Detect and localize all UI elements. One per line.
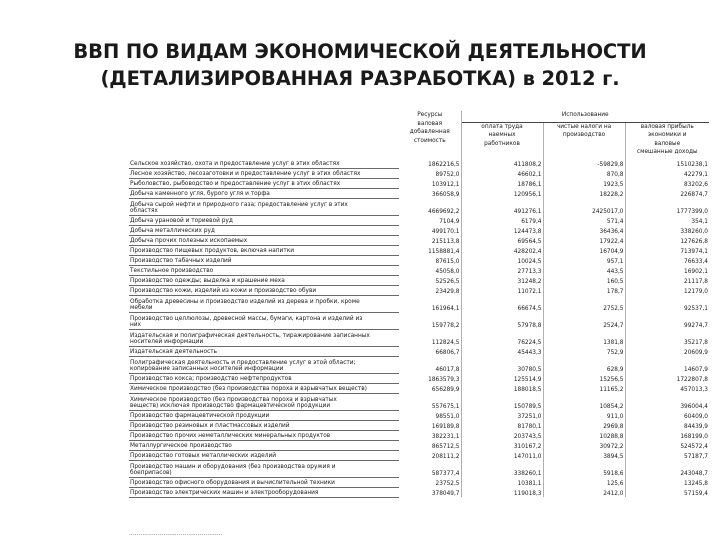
cell-profit: 92537,1: [684, 305, 708, 312]
cell-profit: 524572,4: [680, 443, 708, 450]
row-label-line: Металлургическое производство: [130, 443, 232, 450]
row-label-line: Издательская и полиграфическая деятельность, тиражирование записанных: [130, 332, 370, 339]
cell-gva: 382231,1: [399, 430, 461, 440]
cell-wages: 76224,5: [461, 329, 543, 346]
cell-gva: 208111,2: [399, 450, 461, 460]
row-label: [129, 235, 399, 245]
cell-gva: 98551,0: [399, 410, 461, 420]
row-label: [129, 159, 399, 169]
cell-taxes: 1381,8: [543, 329, 625, 346]
cell-profit: 713974,1: [680, 248, 708, 255]
header-wages: оплата труда наемных работников: [461, 122, 543, 159]
row-label-line: Производство электрических машин и электрооборудования: [130, 490, 319, 497]
row-label: [129, 245, 399, 255]
row-label-line: Производство фармацевтической продукции: [130, 413, 270, 420]
header-gva: Ресурсы валовая добавленная стоимость: [399, 111, 461, 159]
cell-gva: 557675,1: [399, 393, 461, 410]
cell-gva: 1863579,3: [399, 373, 461, 383]
row-label: [129, 285, 399, 295]
cell-taxes: 2969,8: [543, 420, 625, 430]
cell-profit: 1777399,0: [676, 208, 708, 215]
cell-gva: 587377,4: [399, 460, 461, 477]
table-row: [129, 285, 709, 295]
row-label-line: Производство пищевых продуктов, включая напитки: [130, 248, 294, 255]
row-label-line: Производство целлюлозы, древесной массы, бумаги, картона и изделий из: [130, 315, 363, 322]
cell-taxes: 36436,4: [543, 225, 625, 235]
cell-gva: 89752,0: [399, 168, 461, 178]
cell-taxes: 15256,5: [543, 373, 625, 383]
table-row: [129, 159, 709, 169]
cell-taxes: 5918,6: [543, 460, 625, 477]
cell-profit: 168199,0: [680, 433, 708, 440]
cell-taxes: 911,0: [543, 410, 625, 420]
cell-taxes: 2425017,0: [543, 198, 625, 215]
cell-taxes: 2752,5: [543, 295, 625, 312]
cell-profit: 127626,8: [680, 238, 708, 245]
row-label-line: Добыча каменного угля, бурого угля и торфа: [130, 191, 270, 198]
page-title: [0, 38, 720, 92]
row-label: [129, 450, 399, 460]
cell-wages: 203743,5: [461, 430, 543, 440]
cell-profit: 396004,4: [680, 403, 708, 410]
cell-profit: 20609,9: [684, 349, 708, 356]
table-row: [129, 450, 709, 460]
cell-wages: 124473,8: [461, 225, 543, 235]
table-row: [129, 225, 709, 235]
cell-wages: 45443,3: [461, 346, 543, 356]
cell-taxes: 571,4: [543, 215, 625, 225]
cell-wages: 125514,9: [461, 373, 543, 383]
row-label-line: боеприпасов): [130, 470, 172, 477]
table-row: [129, 383, 709, 393]
title-line-1: ВВП ПО ВИДАМ ЭКОНОМИЧЕСКОЙ ДЕЯТЕЛЬНОСТИ: [73, 40, 647, 63]
header-empty: [129, 111, 399, 159]
cell-gva: 52526,5: [399, 275, 461, 285]
row-label-line: Добыча урановой и ториевой руд: [130, 218, 233, 225]
row-label-line: областях: [130, 208, 158, 215]
table-row: [129, 487, 709, 497]
cell-profit: 13245,8: [684, 480, 708, 487]
cell-taxes: 16704,9: [543, 245, 625, 255]
cell-gva: 161964,1: [399, 295, 461, 312]
row-label: [129, 410, 399, 420]
cell-wages: 37251,0: [461, 410, 543, 420]
cell-wages: 428202,4: [461, 245, 543, 255]
cell-wages: 6179,4: [461, 215, 543, 225]
cell-wages: 30780,5: [461, 356, 543, 373]
cell-profit: 16902,1: [684, 268, 708, 275]
table-row: [129, 393, 709, 410]
cell-gva: 4669692,2: [399, 198, 461, 215]
cell-gva: 656289,9: [399, 383, 461, 393]
row-label: [129, 460, 399, 477]
cell-profit: 1722807,8: [676, 376, 708, 383]
cell-taxes: 17922,4: [543, 235, 625, 245]
row-label: [129, 178, 399, 188]
cell-gva: 169189,8: [399, 420, 461, 430]
table-row: [129, 295, 709, 312]
cell-gva: 378049,7: [399, 487, 461, 497]
row-label-line: Производство кожи, изделий из кожи и производство обуви: [130, 288, 317, 295]
cell-taxes: 752,9: [543, 346, 625, 356]
cell-profit: 457013,3: [680, 386, 708, 393]
table-row: [129, 168, 709, 178]
cell-taxes: 10854,2: [543, 393, 625, 410]
cell-profit: 99274,7: [684, 322, 708, 329]
row-label: [129, 383, 399, 393]
cell-gva: 499170,1: [399, 225, 461, 235]
cell-gva: 46017,8: [399, 356, 461, 373]
cell-gva: 45058,0: [399, 265, 461, 275]
row-label: [129, 430, 399, 440]
table-row: [129, 188, 709, 198]
row-label: [129, 275, 399, 285]
row-label: [129, 373, 399, 383]
cell-taxes: 125,6: [543, 477, 625, 487]
cell-taxes: 18228,2: [543, 188, 625, 198]
row-label-line: Полиграфическая деятельность и предоставление услуг в этой области;: [130, 359, 356, 366]
row-label-line: Производство офисного оборудования и вычислительной техники: [130, 480, 335, 487]
row-label: [129, 393, 399, 410]
cell-wages: 11072,1: [461, 285, 543, 295]
cell-wages: 18786,1: [461, 178, 543, 188]
cell-profit: 57159,4: [684, 490, 708, 497]
cell-gva: 23752,5: [399, 477, 461, 487]
cell-profit: 83202,6: [684, 181, 708, 188]
row-label-line: Производство одежды; выделка и крашение меха: [130, 278, 285, 285]
row-label: [129, 477, 399, 487]
cell-profit: 35217,8: [684, 339, 708, 346]
cell-taxes: 443,5: [543, 265, 625, 275]
cell-profit: 1510238,1: [676, 161, 708, 168]
cell-wages: 27713,3: [461, 265, 543, 275]
cell-wages: 46602,1: [461, 168, 543, 178]
gdp-table: [129, 111, 709, 498]
row-label: [129, 312, 399, 329]
table-row: [129, 420, 709, 430]
cell-profit: 57187,7: [684, 453, 708, 460]
cell-taxes: 628,9: [543, 356, 625, 373]
table-row: [129, 255, 709, 265]
row-label: [129, 198, 399, 215]
cell-gva: 112824,5: [399, 329, 461, 346]
row-label-line: Производство готовых металлических изделий: [130, 453, 276, 460]
row-label: [129, 168, 399, 178]
cell-taxes: 10288,8: [543, 430, 625, 440]
cell-gva: 159778,2: [399, 312, 461, 329]
cell-wages: 57978,8: [461, 312, 543, 329]
row-label: [129, 265, 399, 275]
header-profit: валовая прибыль экономики и валовые смешанные доходы: [636, 123, 698, 156]
row-label-line: Рыболовство, рыбоводство и предоставление услуг в этих областях: [130, 181, 341, 188]
row-label: [129, 295, 399, 312]
row-label: [129, 420, 399, 430]
cell-taxes: 2412,0: [543, 487, 625, 497]
row-label: [129, 188, 399, 198]
cell-wages: 338260,1: [461, 460, 543, 477]
row-label-line: Производство резиновых и пластмассовых изделий: [130, 423, 290, 430]
cell-wages: 411808,2: [461, 159, 543, 169]
cell-profit: 60409,0: [684, 413, 708, 420]
row-label-line: Производство машин и оборудования (без производства оружия и: [130, 463, 336, 470]
cell-profit: 42279,1: [684, 171, 708, 178]
table-row: [129, 477, 709, 487]
cell-profit: 338260,0: [680, 228, 708, 235]
table-row: [129, 215, 709, 225]
row-label-line: Производство табачных изделий: [130, 258, 232, 265]
table-row: [129, 178, 709, 188]
cell-gva: 103912,1: [399, 178, 461, 188]
table-row: [129, 356, 709, 373]
cell-wages: 10024,5: [461, 255, 543, 265]
row-label-line: копирование записанных носителей информации: [130, 366, 284, 373]
cell-wages: 10381,1: [461, 477, 543, 487]
cell-profit: 243048,7: [680, 470, 708, 477]
cell-wages: 310167,2: [461, 440, 543, 450]
row-label-line: носителей информации: [130, 339, 204, 346]
cell-gva: 215113,8: [399, 235, 461, 245]
cell-taxes: 11165,2: [543, 383, 625, 393]
row-label-line: Химическое производство (без производства пороха и взрывчатых веществ): [130, 386, 367, 393]
row-label-line: Обработка древесины и производство изделий из дерева и пробки, кроме: [130, 298, 360, 305]
cell-profit: 76633,4: [684, 258, 708, 265]
table-row: [129, 346, 709, 356]
cell-taxes: 178,7: [543, 285, 625, 295]
row-label: [129, 356, 399, 373]
row-label-line: Добыча сырой нефти и природного газа; предоставление услуг в этих: [130, 201, 348, 208]
cell-profit: 226874,7: [680, 191, 708, 198]
cell-profit: 84439,9: [684, 423, 708, 430]
row-label: [129, 255, 399, 265]
cell-wages: 31248,2: [461, 275, 543, 285]
cell-taxes: 2524,7: [543, 312, 625, 329]
cell-taxes: 1923,5: [543, 178, 625, 188]
cell-taxes: 160,5: [543, 275, 625, 285]
cell-gva: 1862216,5: [399, 159, 461, 169]
table-row: [129, 410, 709, 420]
row-label-line: Добыча прочих полезных ископаемых: [130, 238, 248, 245]
row-label: [129, 225, 399, 235]
row-label-line: Производство прочих неметаллических минеральных продуктов: [130, 433, 331, 440]
cell-gva: 1158881,4: [399, 245, 461, 255]
row-label-line: веществ) исключая производство фармацевтической продукции: [130, 403, 331, 410]
cell-gva: 865712,5: [399, 440, 461, 450]
cell-gva: 366058,9: [399, 188, 461, 198]
cell-gva: 87615,0: [399, 255, 461, 265]
cell-wages: 69564,5: [461, 235, 543, 245]
row-label-line: них: [130, 322, 141, 329]
header-usage-group: Использование: [461, 111, 709, 122]
row-label-line: Лесное хозяйство, лесозаготовки и предоставление услуг в этих областях: [130, 171, 361, 178]
cell-wages: 119018,3: [461, 487, 543, 497]
cell-profit: 354,1: [691, 218, 708, 225]
cell-taxes: 3894,5: [543, 450, 625, 460]
cell-wages: 150789,5: [461, 393, 543, 410]
table-row: [129, 440, 709, 450]
row-label-line: Производство кокса; производство нефтепродуктов: [130, 376, 292, 383]
table-row: [129, 235, 709, 245]
cell-taxes: 870,8: [543, 168, 625, 178]
table-body: [129, 159, 709, 498]
row-label: [129, 487, 399, 497]
cell-gva: 23429,8: [399, 285, 461, 295]
row-label-line: Текстильное производство: [130, 268, 214, 275]
header-taxes: чистые налоги на производство: [543, 122, 625, 159]
cell-wages: 66674,5: [461, 295, 543, 312]
table-row: [129, 460, 709, 477]
table-row: [129, 430, 709, 440]
cell-gva: 7104,9: [399, 215, 461, 225]
cell-wages: 120956,1: [461, 188, 543, 198]
cell-wages: 147011,0: [461, 450, 543, 460]
table-row: [129, 198, 709, 215]
cell-gva: 66806,7: [399, 346, 461, 356]
row-label-line: Добыча металлических руд: [130, 228, 215, 235]
title-line-2: (ДЕТАЛИЗИРОВАННАЯ РАЗРАБОТКА) в 2012 г.: [100, 67, 620, 90]
cell-wages: 491276,1: [461, 198, 543, 215]
cell-profit: 21117,8: [684, 278, 708, 285]
row-label-line: Издательская деятельность: [130, 349, 218, 356]
row-label-line: Сельское хозяйство, охота и предоставление услуг в этих областях: [130, 161, 340, 168]
table-row: [129, 265, 709, 275]
cell-profit: 12179,0: [684, 288, 708, 295]
cell-taxes: -59829,8: [543, 159, 625, 169]
table-row: [129, 275, 709, 285]
table-row: [129, 245, 709, 255]
row-label: [129, 329, 399, 346]
footer-dots: .................................................: [129, 530, 223, 537]
cell-profit: 14607,9: [684, 366, 708, 373]
cell-taxes: 30972,2: [543, 440, 625, 450]
cell-wages: 188018,5: [461, 383, 543, 393]
cell-wages: 81780,1: [461, 420, 543, 430]
table-row: [129, 373, 709, 383]
row-label: [129, 346, 399, 356]
table-row: [129, 312, 709, 329]
row-label: [129, 215, 399, 225]
row-label-line: Химическое производство (без производства пороха и взрывчатых: [130, 396, 337, 403]
table-row: [129, 329, 709, 346]
row-label-line: мебели: [130, 305, 153, 312]
row-label: [129, 440, 399, 450]
cell-taxes: 957,1: [543, 255, 625, 265]
